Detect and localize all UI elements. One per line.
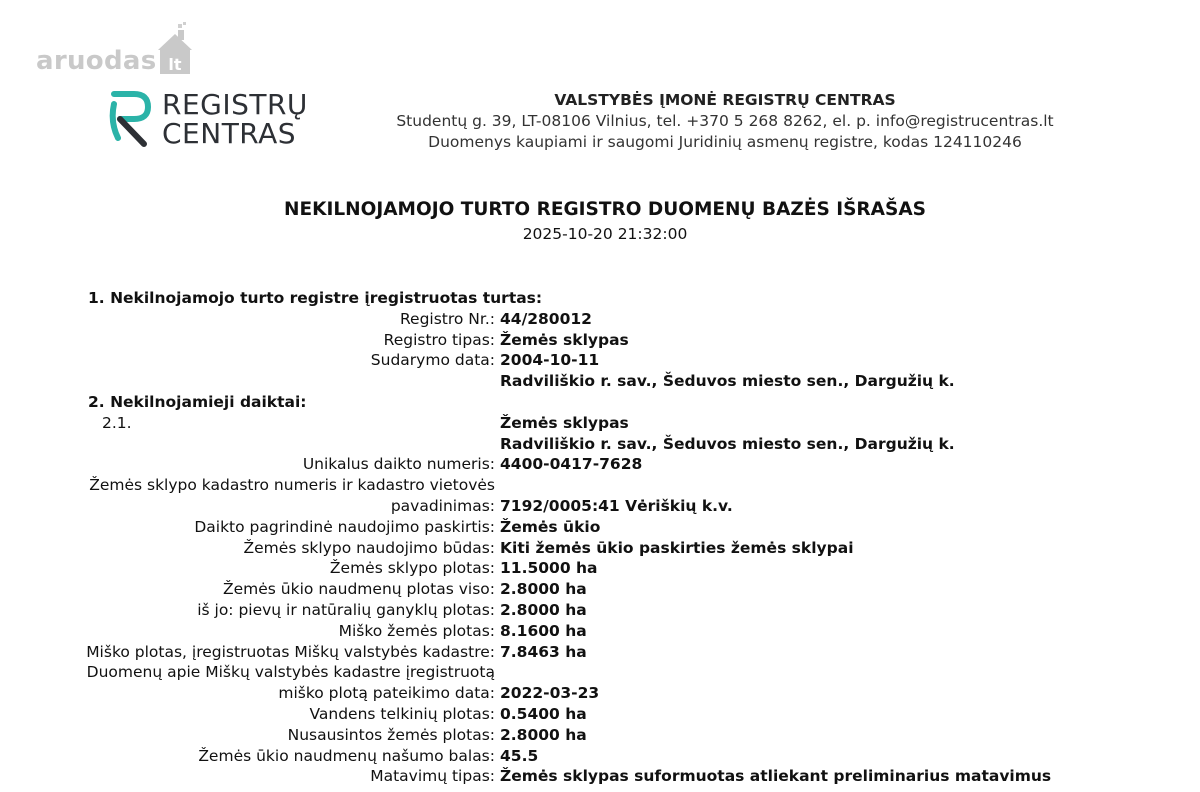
field-value: 0.5400 ha xyxy=(500,704,587,723)
aruodas-watermark xyxy=(36,22,192,74)
field-row xyxy=(0,517,1200,538)
field-row xyxy=(0,704,1200,725)
field-row xyxy=(0,371,1200,392)
section-1-heading xyxy=(0,288,1200,309)
field-value: 2022-03-23 xyxy=(500,684,600,703)
section-1-title: 1. Nekilnojamojo turto registre įregistruotas turtas: xyxy=(88,289,543,307)
field-value: Kiti žemės ūkio paskirties žemės sklypai xyxy=(500,538,854,557)
item-row xyxy=(0,413,1200,434)
field-value: 2.8000 ha xyxy=(500,725,587,744)
field-value: 7192/0005:41 Vėriškių k.v. xyxy=(500,496,733,515)
field-value: 2.8000 ha xyxy=(500,580,587,599)
field-label: Miško plotas, įregistruotas Miškų valstybės kadastre: xyxy=(86,642,495,661)
field-label: iš jo: pievų ir natūralių ganyklų plotas: xyxy=(197,600,495,619)
watermark-suffix: lt xyxy=(168,55,183,74)
field-row xyxy=(0,558,1200,579)
field-row xyxy=(0,642,1200,663)
field-row xyxy=(0,766,1200,787)
section-2-title: 2. Nekilnojamieji daiktai: xyxy=(88,392,307,411)
field-row xyxy=(0,330,1200,351)
field-row xyxy=(0,621,1200,642)
field-value: 45.5 xyxy=(500,746,539,765)
field-label: Unikalus daikto numeris: xyxy=(302,455,495,474)
document-datetime: 2025-10-20 21:32:00 xyxy=(522,225,688,243)
house-logo-icon xyxy=(158,22,192,74)
field-label: pavadinimas: xyxy=(390,496,495,515)
section-2-heading xyxy=(0,392,1200,413)
org-address: Studentų g. 39, LT-08106 Vilnius, tel. +370 5 268 8262, el. p. info@registrucentras.lt xyxy=(396,112,1054,130)
field-value: 2004-10-11 xyxy=(500,351,600,370)
field-label: Žemės sklypo plotas: xyxy=(329,559,495,578)
field-row xyxy=(0,475,1200,496)
field-label: Vandens telkinių plotas: xyxy=(309,704,495,723)
document-title: NEKILNOJAMOJO TURTO REGISTRO DUOMENŲ BAZĖS IŠRAŠAS xyxy=(284,199,926,220)
field-row xyxy=(0,350,1200,371)
organization-header xyxy=(380,90,1070,153)
item-type: Žemės sklypas xyxy=(500,413,629,432)
field-label: Žemės ūkio naudmenų plotas viso: xyxy=(223,580,495,599)
field-label: Nusausintos žemės plotas: xyxy=(287,725,495,744)
field-value: 7.8463 ha xyxy=(500,642,587,661)
document-title-block xyxy=(0,198,1200,244)
field-label: Registro Nr.: xyxy=(399,309,495,328)
org-name: VALSTYBĖS ĮMONĖ REGISTRŲ CENTRAS xyxy=(554,91,896,109)
field-row xyxy=(0,496,1200,517)
field-label: miško plotą pateikimo data: xyxy=(278,684,495,703)
field-value: 2.8000 ha xyxy=(500,600,587,619)
property-address: Radviliškio r. sav., Šeduvos miesto sen., Dargužių k. xyxy=(500,372,955,391)
field-row xyxy=(0,683,1200,704)
field-row xyxy=(0,579,1200,600)
field-value: 11.5000 ha xyxy=(500,559,598,578)
field-label: Miško žemės plotas: xyxy=(338,621,495,640)
field-row xyxy=(0,662,1200,683)
field-row xyxy=(0,538,1200,559)
field-value: 8.1600 ha xyxy=(500,621,587,640)
logo-line-1: REGISTRŲ xyxy=(162,88,308,121)
field-label: Žemės sklypo naudojimo būdas: xyxy=(243,538,495,557)
org-note: Duomenys kaupiami ir saugomi Juridinių asmenų registre, kodas 124110246 xyxy=(428,133,1022,151)
field-value: 4400-0417-7628 xyxy=(500,455,643,474)
field-value: Žemės ūkio xyxy=(500,517,601,536)
field-value: Žemės sklypas xyxy=(500,330,629,349)
field-label: Sudarymo data: xyxy=(370,351,495,370)
field-row xyxy=(0,600,1200,621)
field-label: Matavimų tipas: xyxy=(370,767,495,786)
item-number: 2.1. xyxy=(102,413,132,432)
item-address-row xyxy=(0,434,1200,455)
field-label: Žemės ūkio naudmenų našumo balas: xyxy=(198,746,495,765)
registru-centras-logo xyxy=(108,90,308,148)
rc-logo-icon xyxy=(108,90,152,148)
field-row xyxy=(0,725,1200,746)
field-row xyxy=(0,309,1200,330)
field-row xyxy=(0,454,1200,475)
document-body xyxy=(0,288,1200,787)
field-label: Registro tipas: xyxy=(383,330,495,349)
field-value: Žemės sklypas suformuotas atliekant preliminarius matavimus xyxy=(500,767,1052,786)
field-value: 44/280012 xyxy=(500,309,592,328)
logo-line-2: CENTRAS xyxy=(162,117,297,150)
field-label: Daikto pagrindinė naudojimo paskirtis: xyxy=(194,517,495,536)
watermark-text: aruodas xyxy=(36,46,157,76)
field-label: Žemės sklypo kadastro numeris ir kadastro vietovės xyxy=(89,476,495,495)
field-row xyxy=(0,746,1200,767)
field-label: Duomenų apie Miškų valstybės kadastre įregistruotą xyxy=(86,663,495,682)
item-address: Radviliškio r. sav., Šeduvos miesto sen., Dargužių k. xyxy=(500,434,955,453)
